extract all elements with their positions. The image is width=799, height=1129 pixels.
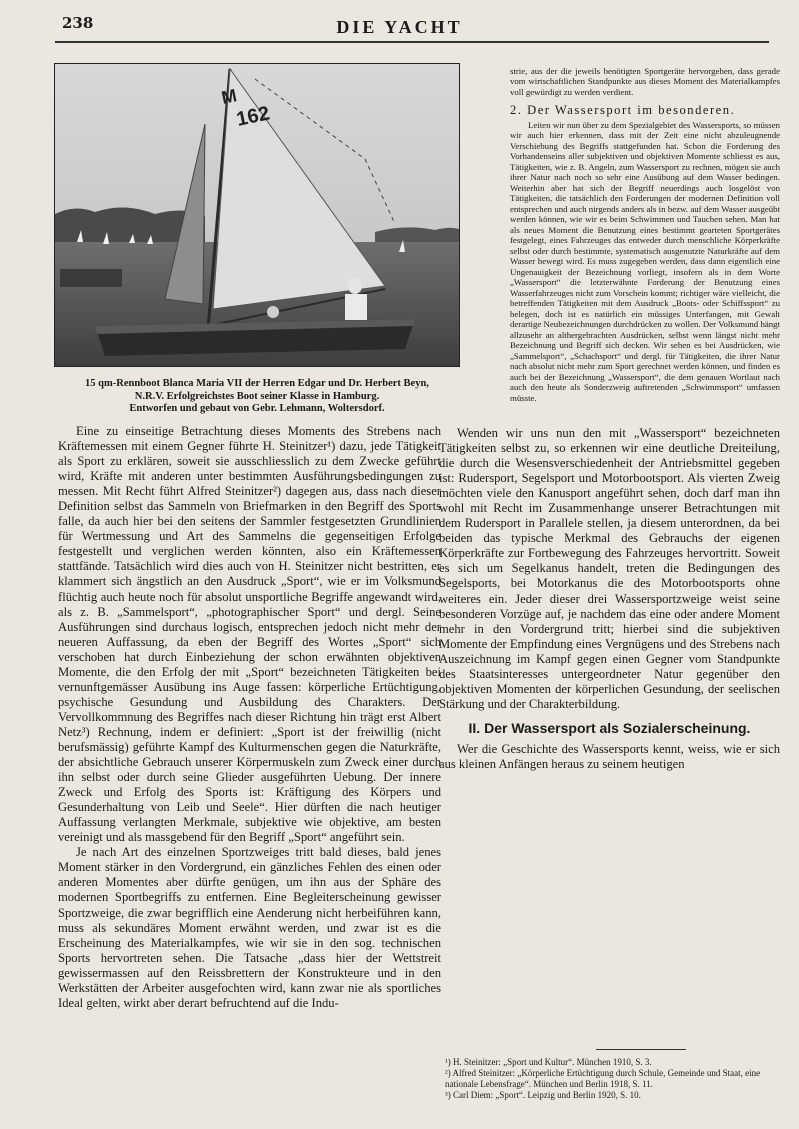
footnote-1: ¹) H. Steinitzer: „Sport und Kultur“. München 1910, S. 3. [445, 1057, 652, 1067]
page-number: 238 [62, 14, 94, 32]
right-paragraph-2: Wenden wir uns nun den mit „Wassersport“ bezeichneten Tätigkeiten selbst zu, so erkennen wir eine deutliche Dreiteilung, die durch die Wesensverschiedenheit der Antriebsmittel gegeben ist: Rudersport, Segelsport und Motorbootsport. Als vierten Zweig möchten viele den Kanusport angeführt sehen, doch darf man ihn wohl mit Recht im Zusammenhange unserer Betrachtungen mit dem Rudersport in Parallele stellen, ja diesem unterordnen, da bei beiden das typische Merkmal des Gebrauchs der eigenen Körperkräfte zur Fortbewegung des Fahrzeuges hervortritt. Soweit es sich um Segelkanus handelt, treten die Bedingungen des Segelsports, bei Motorkanus die des Motorbootsports ohne weiteres ein. Jeder dieser drei Wassersportzweige weist seine besonderen Vorzüge auf, je nachdem das eine oder andere Moment mehr in den Vordergrund tritt; hierbei sind die subjektiven Momente der Empfindung eines Vergnügens und des Strebens nach Auszeichnung im Kampf gegen einen Gegner vom Standpunkte des Staatsinteresses untergeordneter Natur gegenüber den objektiven Momenten der körperlichen Gesundung, der seelischen Stärkung und der Charakterbildung. [439, 426, 780, 711]
sail-number: 162 [234, 102, 272, 131]
right-paragraph-0: strie, aus der die jeweils benötigten Sportgeräte hervorgehen, dass gerade vom wirtschaftlichen Standpunkte aus dieses Moment des Materialkampfes voll gewürdigt zu werden verdient. [510, 66, 780, 97]
photo-caption [54, 378, 460, 416]
right-column-top [510, 66, 780, 403]
subheading: 2. Der Wassersport im besonderen. [510, 103, 736, 118]
right-paragraph-1-text: Leiten wir nun über zu dem Spezialgebiet des Wassersports, so müssen wir auch hier erkennen, dass mit der Zeit eine nicht abzuleugnende Verschiebung des Begriffs stattgefunden hat. Schon die Forderung des Vorhandenseins aller subjektiven und objektiven Momente schliesst es aus, Tätigkeiten, wie z. B. Angeln, zum Wassersport zu rechnen, mögen sie auch ihrer Natur nach noch so sehr eine Ausübung auf dem Wasser bedingen. Weiterhin aber hat sich der Begriff neuerdings auch losgelöst von Tätigkeiten, die tatsächlich den Forderungen der modernen Definition voll entsprechen und auch nirgends anders als in bezw. auf dem Wasser ausgeübt werden können, wie wir es beim Schwimmen und Tauchen sehen. Man hat als neues Moment die Benutzung eines bestimmt gearteten Sportgerätes festgelegt, eines Fahrzeuges das entweder durch menschliche Körperkräfte selbst oder durch bestimmte, systematisch ausgenutzte Naturkräfte auf dem Wasser bewegt wird. Es muss zugegeben werden, dass dann eigentlich eine Ungenauigkeit der Bezeichnung vorliegt, insofern als in dem Worte „Wassersport“ die letzterwähnte Forderung der Benutzung eines Wasserfahrzeuges nicht zum Vorschein kommt; richtiger wäre vielleicht, die betreffenden Tätigkeiten mit dem Ausdruck „Boots- oder Schiffssport“ zu belegen, doch ist es natürlich ein müssiges Unterfangen, mit Gewalt derartige Neubezeichnungen durchdrücken zu wollen. Der Volksmund hängt allzusehr an althergebrachten Ausdrücken, selbst wenn längst nicht mehr Bezeichnung und Begriff sich decken. Wir sehen es bei Ausdrücken, wie „Sammelsport“, „Schachsport“ und dergl. für Tätigkeiten, die ihrer Natur nach absolut nicht mehr zum Sport gerechnet werden können, und finden es auch bei der Bezeichnung „Wassersport“, die dem genauen Wortlaut nach auch den heute als Sonderzweig auftretenden „Schwimmsport“ umfassen müsste. [510, 119, 780, 403]
left-paragraph-1: Eine zu einseitige Betrachtung dieses Moments des Strebens nach Kräftemessen mit einem Gegner führte H. Steinitzer¹) dazu, jede Tätigkeit als Sport zu erklären, soweit sie ausschliesslich zu dem Zwecke geführt wird, Kräfte mit anderen unter bestimmten Ausführungsbedingungen zu messen. Mit Recht führt Alfred Steinitzer²) dagegen aus, dass nach dieser Definition selbst das Sammeln von Briefmarken in den Begriff des Sports falle, da auch hier bei den seitens der Sammler festgesetzten Grundlinien für Wertmessung und Art des Sammelns die gegenseitigen Erfolge festgestellt und verglichen werden könnten, also ein Kräftemessen stattfände. Tatsächlich wird dies auch von H. Steinitzer nicht bestritten, er klammert sich ängstlich an den Ausdruck „Sport“, wie er im Volksmund flüchtig auch heute noch für absolut unsportliche Begriffe angewandt wird, als z. B. „Sammelsport“, „photographischer Sport“ und dergl. Seine Ausführungen sind durchaus logisch, entsprechen jedoch nicht mehr der neueren Auffassung, da eben der Begriff des Wortes „Sport“ sich verschoben hat durch Einbeziehung der schon erwähnten objektiven Momente, die den Erfolg der mit „Sport“ bezeichneten Tätigkeiten bei vernunftgemässer Ausübung ins Auge fassen: körperliche Ertüchtigung, psychische Gesundung und Ausbildung des Charakters. Der Vervollkommnung des Begriffes nach dieser Richtung hin trägt erst Albert Netz³) Rechnung, indem er definiert: „Sport ist der freiwillig (nicht berufsmässig) geführte Kampf des Kulturmenschen gegen die Naturkräfte, der absichtliche Gebrauch unserer Körpermuskeln zum Zweck einer durch ihn selbst oder durch seine Glieder ausgeführten Uebung. Der innere Zweck und Erfolg des Sports ist: Kräftigung des Körpers und Gesunderhaltung von Leib und Seele“. Hier dürften die nach heutiger Auffassung verlangten Merkmale, subjektive wie objektive, am besten vereinigt und als massgebend für den Begriff „Sport“ angeführt sein. [58, 424, 441, 845]
left-column [58, 424, 441, 1011]
right-column-bottom [439, 426, 780, 772]
sail-mark: M [219, 85, 239, 108]
footnote-rule [596, 1049, 686, 1050]
sailboat-photo [54, 63, 460, 367]
caption-line-1: 15 qm-Rennboot Blanca Maria VII der Herren Edgar und Dr. Herbert Beyn, [85, 378, 429, 389]
left-paragraph-2: Je nach Art des einzelnen Sportzweiges tritt bald dieses, bald jenes Moment stärker in den Vordergrund, ein gänzliches Fehlen des einen oder anderen Momentes aber dürfte genügen, um ihn aus der Sphäre des modernen Sportbegriffs zu entfernen. Eine Begleiterscheinung gewisser Sportzweige, die zwar begrifflich eine Aenderung nicht herbeiführen kann, muss als sekundäres Moment erwähnt werden, und zwar ist es die Erscheinung des Materialkampfes, wie wir sie in den sog. technischen Sports hervortreten sehen. Die Tatsache „dass hier der Wettstreit gewissermassen auf den Reissbrettern der Konstrukteure und in den Werkstätten der Arbeiter ausgefochten wird, kann zwar nie als sportliches Ideal gelten, wirkt aber derart befruchtend auf die Indu- [58, 845, 441, 1010]
footnote-2: ²) Alfred Steinitzer: „Körperliche Ertüchtigung durch Schule, Gemeinde und Staat, eine nationale Lebensfrage“. München und Berlin 1918, S. 11. [445, 1068, 761, 1089]
header-rule [55, 41, 769, 43]
right-paragraph-1-start [510, 120, 780, 403]
section-title: II. Der Wassersport als Sozialerscheinung. [468, 719, 751, 736]
caption-line-3: Entworfen und gebaut von Gebr. Lehmann, Woltersdorf. [129, 403, 385, 414]
right-paragraph-3: Wer die Geschichte des Wassersports kennt, weiss, wie er sich aus kleinen Anfängen heraus zu seinem heutigen [439, 741, 780, 771]
footnotes [439, 1057, 779, 1101]
footnote-3: ³) Carl Diem: „Sport“. Leipzig und Berlin 1920, S. 10. [445, 1090, 641, 1100]
journal-title: DIE YACHT [336, 17, 463, 37]
caption-line-2: N.R.V. Erfolgreichstes Boot seiner Klasse in Hamburg. [134, 390, 380, 402]
